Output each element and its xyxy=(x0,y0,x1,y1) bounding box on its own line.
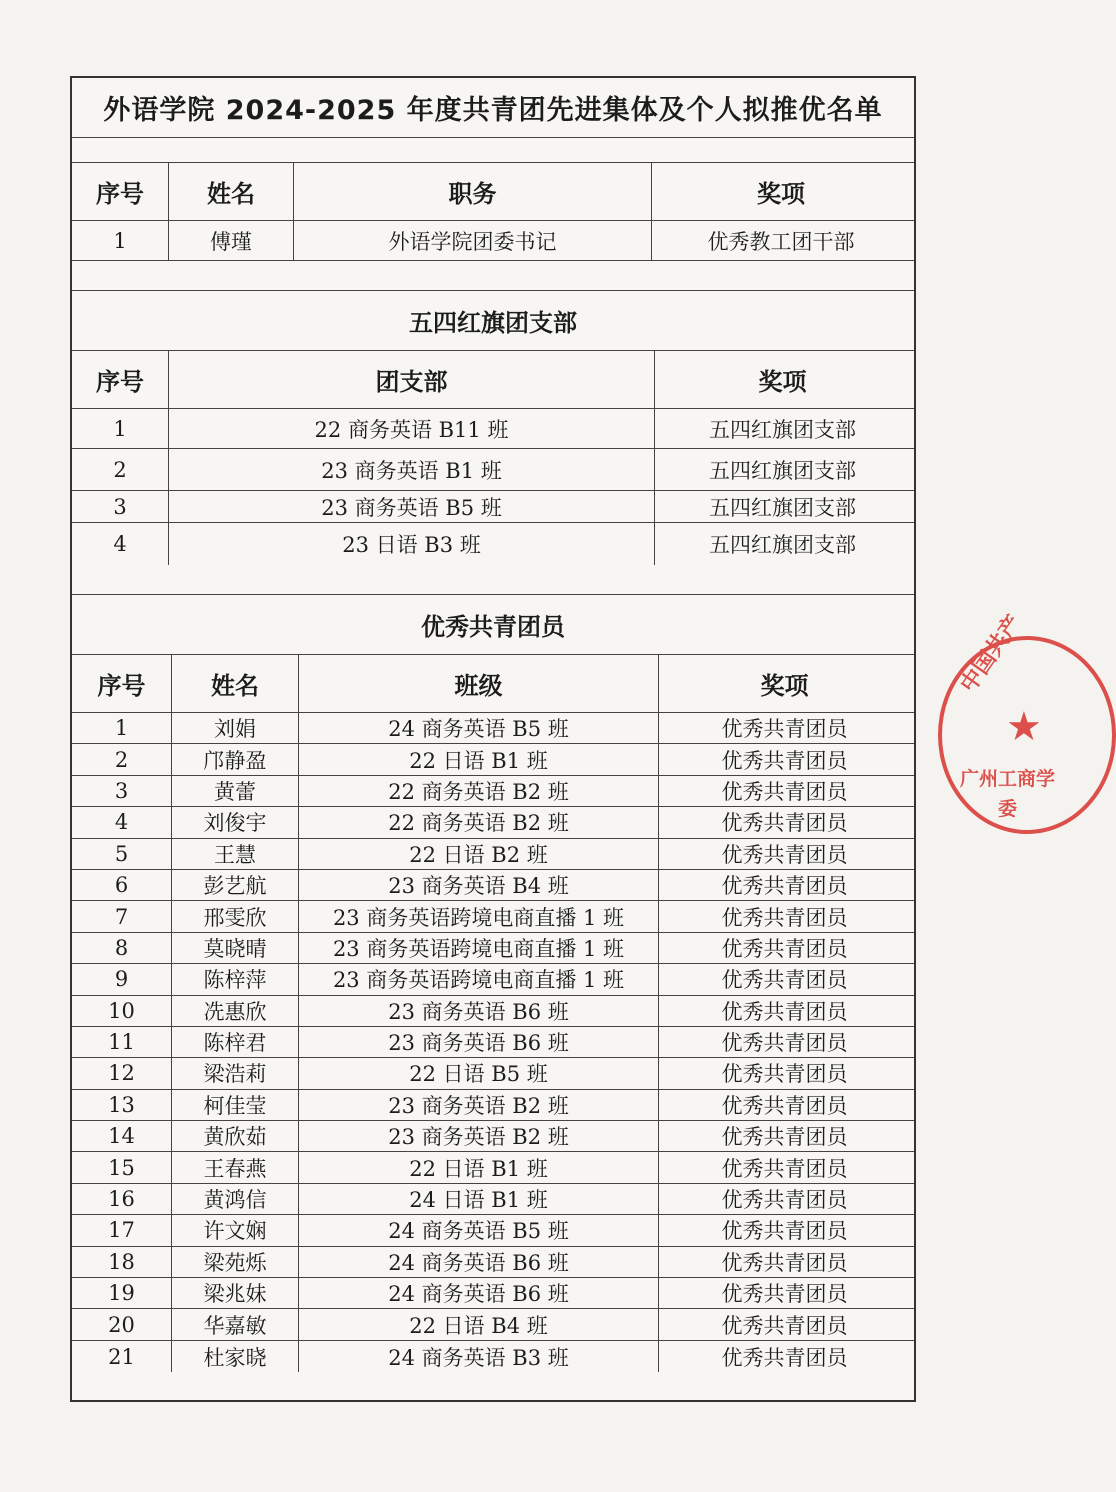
cell-class: 22 日语 B4 班 xyxy=(299,1309,659,1339)
table-row xyxy=(72,1215,914,1246)
cell-no: 20 xyxy=(72,1309,172,1339)
cell-name: 莫晓晴 xyxy=(172,933,299,963)
cell-award: 优秀共青团员 xyxy=(721,874,848,899)
header-name: 姓名 xyxy=(169,163,294,220)
cell-class: 24 商务英语 B6 班 xyxy=(299,1247,659,1277)
cell-class: 22 商务英语 B2 班 xyxy=(299,776,659,806)
cell-award: 优秀共青团员 xyxy=(721,748,848,773)
cell-award: 五四红旗团支部 xyxy=(709,417,856,442)
seal-text-mid: 广州工商学 xyxy=(960,768,1056,790)
cell-award: 优秀共青团员 xyxy=(721,1282,848,1307)
blank-row xyxy=(72,138,914,163)
cell-award: 优秀共青团员 xyxy=(721,1156,848,1181)
table-row xyxy=(72,1121,914,1152)
cell-award: 优秀共青团员 xyxy=(721,717,848,742)
cell-name: 梁苑烁 xyxy=(172,1247,299,1277)
table-row xyxy=(72,523,914,565)
cell-class: 23 商务英语跨境电商直播 1 班 xyxy=(299,901,659,931)
cell-no: 18 xyxy=(72,1247,172,1277)
header-position: 职务 xyxy=(294,163,652,220)
cell-no: 19 xyxy=(72,1278,172,1308)
member-rows xyxy=(72,713,914,1372)
table-row xyxy=(72,776,914,807)
official-seal xyxy=(938,610,1116,834)
cell-no: 1 xyxy=(72,409,169,448)
cell-award: 五四红旗团支部 xyxy=(709,458,856,483)
cell-branch: 23 商务英语 B5 班 xyxy=(169,491,655,522)
header-no: 序号 xyxy=(72,163,169,220)
table-row xyxy=(72,1278,914,1309)
table-row xyxy=(72,839,914,870)
cell-name: 黄鸿信 xyxy=(172,1184,299,1214)
cell-name: 傅瑾 xyxy=(169,221,294,260)
table-row xyxy=(72,1184,914,1215)
header-award: 奖项 xyxy=(760,672,809,700)
seal-text-bottom: 委 xyxy=(998,798,1018,820)
cell-name: 华嘉敏 xyxy=(172,1309,299,1339)
table-row xyxy=(72,933,914,964)
cell-name: 许文娴 xyxy=(172,1215,299,1245)
table-row xyxy=(72,1152,914,1183)
cell-no: 1 xyxy=(72,713,172,743)
cell-class: 23 商务英语跨境电商直播 1 班 xyxy=(299,933,659,963)
table-row xyxy=(72,1027,914,1058)
cell-name: 黄欣茹 xyxy=(172,1121,299,1151)
cell-name: 邢雯欣 xyxy=(172,901,299,931)
cell-branch: 23 日语 B3 班 xyxy=(169,523,655,565)
cell-name: 冼惠欣 xyxy=(172,996,299,1026)
header-name: 姓名 xyxy=(172,655,299,712)
cell-no: 3 xyxy=(72,776,172,806)
cell-no: 13 xyxy=(72,1090,172,1120)
seal-text-top: 中国共产 xyxy=(956,610,1028,698)
table-row xyxy=(72,1341,914,1372)
cell-no: 21 xyxy=(72,1341,172,1372)
cell-class: 22 日语 B5 班 xyxy=(299,1058,659,1088)
cell-no: 2 xyxy=(72,744,172,774)
table-row xyxy=(72,870,914,901)
table-row xyxy=(72,744,914,775)
members-section-title: 优秀共青团员 xyxy=(72,595,914,655)
cell-award: 优秀共青团员 xyxy=(721,1345,848,1370)
cell-class: 23 商务英语 B2 班 xyxy=(299,1090,659,1120)
table-row xyxy=(72,996,914,1027)
header-no: 序号 xyxy=(72,655,172,712)
cell-no: 9 xyxy=(72,964,172,994)
cell-no: 16 xyxy=(72,1184,172,1214)
cell-award: 优秀共青团员 xyxy=(721,1031,848,1056)
cell-no: 11 xyxy=(72,1027,172,1057)
document-table xyxy=(70,76,916,1402)
branch-rows xyxy=(72,409,914,565)
cell-no: 1 xyxy=(72,221,169,260)
table-row xyxy=(72,221,914,261)
cell-class: 23 商务英语 B4 班 xyxy=(299,870,659,900)
cell-position: 外语学院团委书记 xyxy=(294,221,652,260)
branch-header-row xyxy=(72,351,914,409)
cell-award: 优秀共青团员 xyxy=(721,1093,848,1118)
cell-class: 24 日语 B1 班 xyxy=(299,1184,659,1214)
cell-award: 优秀共青团员 xyxy=(721,1250,848,1275)
table-row xyxy=(72,1247,914,1278)
cell-class: 24 商务英语 B5 班 xyxy=(299,713,659,743)
star-icon: ★ xyxy=(1006,704,1042,750)
cell-name: 黄蕾 xyxy=(172,776,299,806)
cell-award: 优秀共青团员 xyxy=(721,1062,848,1087)
cell-name: 陈梓萍 xyxy=(172,964,299,994)
cell-no: 5 xyxy=(72,839,172,869)
cell-name: 刘俊宇 xyxy=(172,807,299,837)
cell-award: 优秀共青团员 xyxy=(721,1219,848,1244)
cell-no: 4 xyxy=(72,807,172,837)
cell-name: 梁兆妹 xyxy=(172,1278,299,1308)
branch-section-title: 五四红旗团支部 xyxy=(72,291,914,351)
document-title: 外语学院 2024-2025 年度共青团先进集体及个人拟推优名单 xyxy=(72,78,914,138)
cell-award: 优秀共青团员 xyxy=(721,999,848,1024)
cell-no: 17 xyxy=(72,1215,172,1245)
cell-award: 五四红旗团支部 xyxy=(709,533,856,557)
table-row xyxy=(72,1058,914,1089)
cell-no: 15 xyxy=(72,1152,172,1182)
cell-award: 优秀共青团员 xyxy=(721,811,848,836)
table-row xyxy=(72,1090,914,1121)
cell-no: 7 xyxy=(72,901,172,931)
cell-no: 2 xyxy=(72,449,169,490)
cell-no: 4 xyxy=(72,523,169,565)
cell-class: 22 日语 B2 班 xyxy=(299,839,659,869)
cell-award: 优秀教工团干部 xyxy=(707,229,855,254)
blank-row xyxy=(72,261,914,291)
cell-name: 彭艺航 xyxy=(172,870,299,900)
header-award: 奖项 xyxy=(758,368,807,396)
cell-name: 柯佳莹 xyxy=(172,1090,299,1120)
cell-class: 23 商务英语 B2 班 xyxy=(299,1121,659,1151)
cell-award: 优秀共青团员 xyxy=(721,779,848,804)
table-row xyxy=(72,491,914,523)
cell-no: 8 xyxy=(72,933,172,963)
cell-class: 24 商务英语 B5 班 xyxy=(299,1215,659,1245)
table-row xyxy=(72,807,914,838)
blank-row xyxy=(72,565,914,595)
cell-award: 优秀共青团员 xyxy=(721,1313,848,1338)
table-row xyxy=(72,449,914,491)
cell-award: 优秀共青团员 xyxy=(721,1125,848,1150)
table-row xyxy=(72,901,914,932)
header-class: 班级 xyxy=(299,655,659,712)
cell-award: 优秀共青团员 xyxy=(721,936,848,961)
blank-row xyxy=(72,1372,914,1400)
table-row xyxy=(72,713,914,744)
cell-award: 优秀共青团员 xyxy=(721,905,848,930)
cell-name: 杜家晓 xyxy=(172,1341,299,1372)
cell-class: 23 商务英语 B6 班 xyxy=(299,1027,659,1057)
cell-class: 23 商务英语 B6 班 xyxy=(299,996,659,1026)
cell-name: 王慧 xyxy=(172,839,299,869)
cell-class: 22 日语 B1 班 xyxy=(299,1152,659,1182)
table-row xyxy=(72,1309,914,1340)
cell-name: 梁浩莉 xyxy=(172,1058,299,1088)
cell-no: 14 xyxy=(72,1121,172,1151)
cell-no: 6 xyxy=(72,870,172,900)
cell-name: 刘娟 xyxy=(172,713,299,743)
cell-award: 优秀共青团员 xyxy=(721,842,848,867)
cell-name: 邝静盈 xyxy=(172,744,299,774)
cell-class: 22 商务英语 B2 班 xyxy=(299,807,659,837)
cell-award: 优秀共青团员 xyxy=(721,1188,848,1213)
cell-class: 22 日语 B1 班 xyxy=(299,744,659,774)
cadre-header-row xyxy=(72,163,914,221)
cell-class: 23 商务英语跨境电商直播 1 班 xyxy=(299,964,659,994)
cell-class: 24 商务英语 B3 班 xyxy=(299,1341,659,1372)
cell-branch: 22 商务英语 B11 班 xyxy=(169,409,655,448)
table-row xyxy=(72,409,914,449)
members-header-row xyxy=(72,655,914,713)
cell-name: 王春燕 xyxy=(172,1152,299,1182)
cell-award: 优秀共青团员 xyxy=(721,968,848,993)
header-no: 序号 xyxy=(72,351,169,408)
header-award: 奖项 xyxy=(757,180,805,208)
table-row xyxy=(72,964,914,995)
cell-branch: 23 商务英语 B1 班 xyxy=(169,449,655,490)
cell-name: 陈梓君 xyxy=(172,1027,299,1057)
cell-no: 12 xyxy=(72,1058,172,1088)
cell-class: 24 商务英语 B6 班 xyxy=(299,1278,659,1308)
cell-no: 10 xyxy=(72,996,172,1026)
header-branch: 团支部 xyxy=(169,351,655,408)
cell-no: 3 xyxy=(72,491,169,522)
cell-award: 五四红旗团支部 xyxy=(709,495,856,520)
